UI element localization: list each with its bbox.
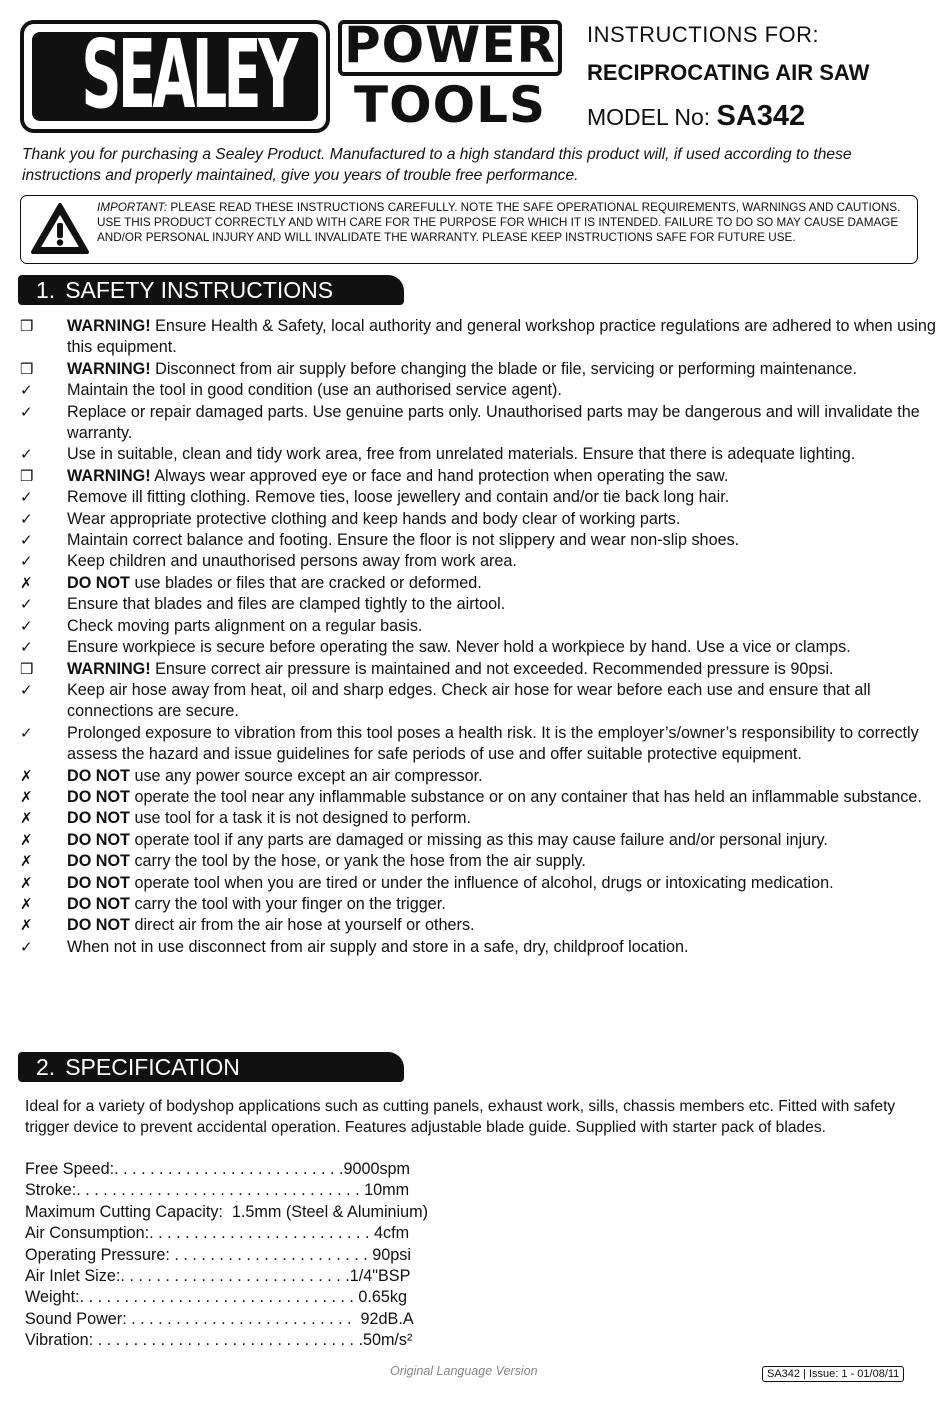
warning-triangle-icon [30,202,90,256]
important-notice-text [97,200,907,246]
checkmark-icon: ✓ [20,509,33,528]
checkmark-icon: ✓ [20,531,33,550]
list-item: ✗ DO NOT use blades or files that are cracked or deformed. [20,573,940,594]
cross-icon: ✗ [20,766,33,785]
section-1-title: SAFETY INSTRUCTIONS [65,277,334,303]
list-item: ✓ Ensure workpiece is secure before operating the saw. Never hold a workpiece by hand. Use a vice or clamps. [20,637,940,658]
specification-description: Ideal for a variety of bodyshop applications such as cutting panels, exhaust work, sills, chassis members etc. Fitted with safety trigger device to prevent accidental operation. Features adjustable blade guide. Supplied with starter pack of blades. [25,1098,896,1137]
spec-row: Sound Power: . . . . . . . . . . . . . . . . . . . . . . . . . 92dB.A [25,1309,414,1328]
list-item: ✗ DO NOT direct air from the air hose at yourself or others. [20,915,940,936]
tools-logo-text: TOOLS [354,76,546,134]
list-item: ❒ WARNING! Disconnect from air supply before changing the blade or file, servicing or performing maintenance. [20,359,940,380]
checkmark-icon: ✓ [20,552,33,571]
cross-icon: ✗ [20,873,33,892]
list-item: ✗ DO NOT operate tool when you are tired or under the influence of alcohol, drugs or intoxicating medication. [20,873,940,894]
checkbox-icon: ❒ [20,659,34,678]
section-1-number: 1. [36,277,56,303]
cross-icon: ✗ [20,830,33,849]
spec-row: Free Speed:. . . . . . . . . . . . . . . . . . . . . . . . . .9000spm [25,1160,411,1178]
list-item: ❒ WARNING! Always wear approved eye or face and hand protection when operating the saw. [20,466,940,487]
section-2-title: SPECIFICATION [65,1054,240,1080]
cross-icon: ✗ [20,573,33,592]
spec-row: Vibration: . . . . . . . . . . . . . . . . . . . . . . . . . . . . . .50m/s² [25,1331,413,1350]
list-item: ✓ Maintain correct balance and footing. Ensure the floor is not slippery and wear non-slip shoes. [20,530,940,551]
intro-text: Thank you for purchasing a Sealey Product. Manufactured to a high standard this product will, if used according to these instructions and properly maintained, give you years of trouble free performance. [22,146,852,184]
checkmark-icon: ✓ [20,595,33,614]
checkmark-icon: ✓ [20,402,33,421]
safety-instructions-list [20,316,940,958]
checkbox-icon: ❒ [20,359,34,378]
checkmark-icon: ✓ [20,488,33,507]
product-title: RECIPROCATING AIR SAW [587,60,870,85]
checkmark-icon: ✓ [20,937,33,956]
list-item: ✓ Remove ill fitting clothing. Remove ties, loose jewellery and contain and/or tie back long hair. [20,487,940,508]
spec-row: Maximum Cutting Capacity: 1.5mm (Steel & Aluminium) [25,1202,429,1221]
cross-icon: ✗ [20,894,33,913]
checkbox-icon: ❒ [20,317,34,335]
spec-row: Air Inlet Size:. . . . . . . . . . . . . . . . . . . . . . . . . .1/4"BSP [25,1267,411,1286]
important-lead: IMPORTANT: [97,201,168,214]
cross-icon: ✗ [20,852,33,871]
specification-list [25,1159,465,1352]
model-label: MODEL No: [587,104,717,130]
section-2-number: 2. [36,1054,56,1080]
cross-icon: ✗ [20,809,33,828]
list-item: ✗ DO NOT operate tool if any parts are damaged or missing as this may cause failure and/or personal injury. [20,830,940,851]
checkmark-icon: ✓ [20,723,33,742]
list-item: ✓ Replace or repair damaged parts. Use genuine parts only. Unauthorised parts may be dangerous and will invalidate the warranty. [20,402,920,443]
spec-row: Operating Pressure: . . . . . . . . . . . . . . . . . . . . . . 90psi [25,1245,411,1264]
document-id-badge: SA342 | Issue: 1 - 01/08/11 [762,1366,904,1382]
checkmark-icon: ✓ [20,680,33,699]
checkbox-icon: ❒ [20,466,34,485]
list-item: ✗ DO NOT use any power source except an air compressor. [20,766,940,787]
power-tools-logo [338,16,562,134]
section-2-heading [18,1052,404,1082]
model-number: SA342 [716,100,806,132]
list-item: ✓ Wear appropriate protective clothing and keep hands and body clear of working parts. [20,509,940,530]
important-body: PLEASE READ THESE INSTRUCTIONS CAREFULLY. NOTE THE SAFE OPERATIONAL REQUIREMENTS, WARNINGS AND CAUTIONS. USE THIS PRODUCT CORRECTLY AND WITH CARE FOR THE PURPOSE FOR WHICH IT IS INTENDED. FAILURE TO DO SO MAY CAUSE DAMAGE AND/OR PERSONAL INJURY AND WILL INVALIDATE THE WARRANTY. PLEASE KEEP INSTRUCTIONS SAFE FOR FUTURE USE. [97,201,901,245]
list-item: ✓ Ensure that blades and files are clamped tightly to the airtool. [20,594,940,615]
sealey-logo-text: SEALEY [81,20,295,130]
list-item: ✓ Keep children and unauthorised persons away from work area. [20,551,940,572]
list-item: ✗ DO NOT operate the tool near any inflammable substance or on any container that has held an inflammable substance. [20,787,940,808]
list-item: ✓ Prolonged exposure to vibration from this tool poses a health risk. It is the employer’s/owner’s responsibility to correctly assess the hazard and issue guidelines for safe periods of use and offer suitable protective equipment. [20,723,919,764]
important-notice-box [20,195,918,264]
list-item: ✗ DO NOT carry the tool with your finger on the trigger. [20,894,940,915]
list-item: ❒ WARNING! Ensure correct air pressure is maintained and not exceeded. Recommended pressure is 90psi. [20,659,940,680]
model-line [587,100,805,133]
instructions-for-label: INSTRUCTIONS FOR: [587,22,820,47]
checkmark-icon: ✓ [20,445,33,464]
spec-row: Weight:. . . . . . . . . . . . . . . . . . . . . . . . . . . . . . . 0.65kg [25,1288,408,1307]
cross-icon: ✗ [20,787,33,806]
list-item: ✓ When not in use disconnect from air supply and store in a safe, dry, childproof location. [20,937,940,958]
spec-row: Air Consumption:. . . . . . . . . . . . . . . . . . . . . . . . . 4cfm [25,1224,410,1243]
cross-icon: ✗ [20,916,33,935]
sealey-logo [20,20,330,133]
list-item: ✗ DO NOT use tool for a task it is not designed to perform. [20,808,940,829]
list-item: ❒ WARNING! Ensure Health & Safety, local authority and general workshop practice regulations are adhered to when using this equipment. [20,317,936,357]
list-item: ✓ Maintain the tool in good condition (use an authorised service agent). [20,380,940,401]
section-1-heading [18,275,404,305]
language-note: Original Language Version [390,1364,538,1378]
checkmark-icon: ✓ [20,638,33,657]
list-item: ✓ Keep air hose away from heat, oil and sharp edges. Check air hose for wear before each use and ensure that all connections are secure. [20,680,871,721]
list-item: ✗ DO NOT carry the tool by the hose, or yank the hose from the air supply. [20,851,940,872]
list-item: ✓ Use in suitable, clean and tidy work area, free from unrelated materials. Ensure that there is adequate lighting. [20,444,940,465]
list-item: ✓ Check moving parts alignment on a regular basis. [20,616,940,637]
spec-row: Stroke:. . . . . . . . . . . . . . . . . . . . . . . . . . . . . . . . 10mm [25,1181,410,1200]
power-logo-text: POWER [344,16,556,74]
checkmark-icon: ✓ [20,381,33,400]
checkmark-icon: ✓ [20,616,33,635]
